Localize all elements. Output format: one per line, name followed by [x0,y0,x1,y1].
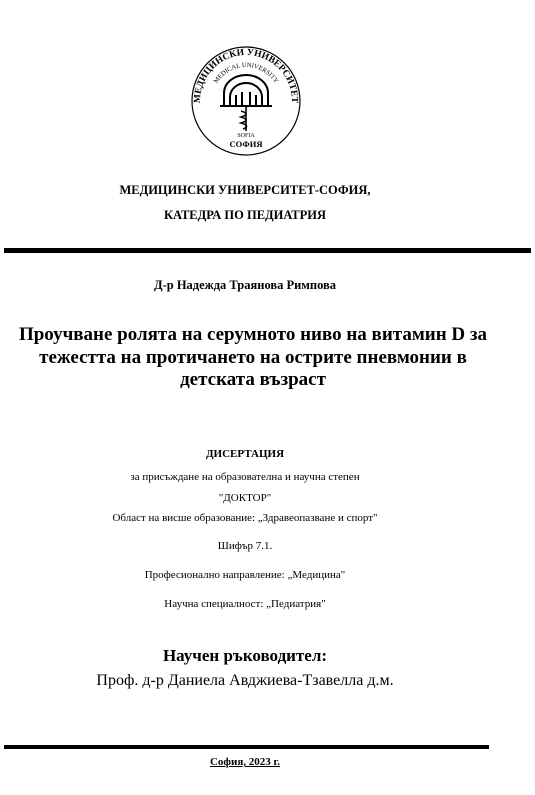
title-line: детската възраст [180,369,326,390]
department-name: КАТЕДРА ПО ПЕДИАТРИЯ [163,208,327,222]
building-icon [220,75,272,106]
university-seal-logo [190,45,302,157]
title-line: тежестта на протичането на острите пневмонии в [39,346,467,368]
scientific-specialty: Научна специалност: „Педиатрия" [164,598,326,610]
seal-city-cyrillic: СОФИЯ [229,139,263,149]
seal-ring-text-cyrillic: МЕДИЦИНСКИ УНИВЕРСИТЕТ [192,47,300,104]
seal-city-latin: SOFIA [237,133,255,139]
author-name: Д-р Надежда Траянова Римпова [153,278,337,292]
dissertation-heading: ДИСЕРТАЦИЯ [205,448,285,460]
specialty-code: Шифър 7.1. [217,540,273,552]
seal-ring-text-latin: MEDICAL UNIVERSITY [212,61,280,85]
supervisor-label: Научен ръководител: [162,646,328,665]
university-name: МЕДИЦИНСКИ УНИВЕРСИТЕТ-СОФИЯ, [119,183,371,197]
city-year: София, 2023 г. [209,756,281,768]
professional-direction: Професионално направление: „Медицина" [144,569,346,581]
supervisor-name: Проф. д-р Даниела Авджиева-Тзавелла д.м. [96,672,394,689]
top-divider [4,248,531,253]
degree-purpose: за присъждане на образователна и научна степен [130,471,360,483]
bottom-divider [4,745,489,749]
staff-of-asclepius-icon [241,107,247,131]
education-field: Област на висше образование: „Здравеопазване и спорт" [112,512,378,524]
degree-name: "ДОКТОР" [218,492,272,504]
dissertation-title [0,324,506,392]
title-line: Проучване ролята на серумното ниво на витамин D за [18,324,488,345]
